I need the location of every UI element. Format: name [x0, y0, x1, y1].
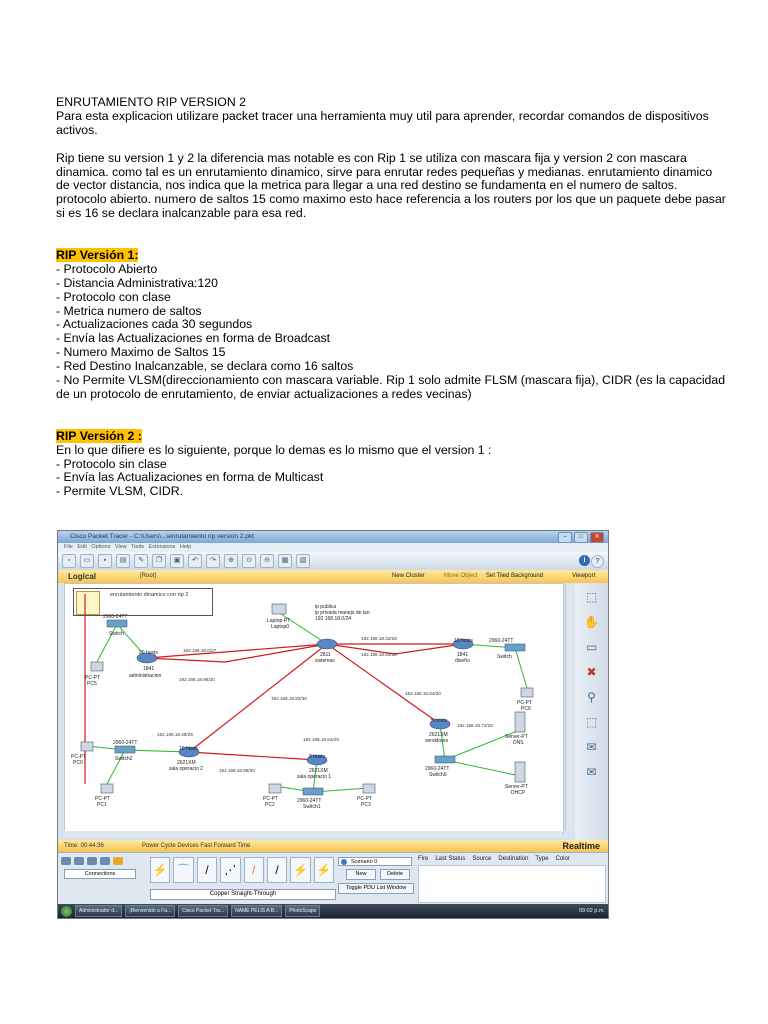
col-header: Type [535, 856, 549, 862]
device-label: PC-PT [357, 796, 372, 802]
device-label: Laptop0 [271, 624, 290, 630]
start-icon [61, 906, 72, 917]
device-categories [61, 857, 133, 897]
hand-icon: ✋ [584, 615, 599, 629]
wizard-icon: ✎ [134, 554, 148, 568]
device-label: 20 hosts [139, 650, 158, 656]
menu-bar: File Edit Options View Tools Extensions Help [58, 543, 608, 552]
phone-cable-icon: / [267, 857, 287, 883]
link-label: 192.168.18.48/28 [157, 732, 193, 737]
taskbar-item: PhotoScape [285, 905, 320, 917]
legend-line: ip publica [315, 604, 337, 610]
device-label: sala operacio 1 [297, 774, 331, 780]
doc-title: ENRUTAMIENTO RIP VERSION 2 [56, 95, 246, 109]
toolbar [58, 552, 608, 570]
toggle-pdu-button: Toggle PDU List Window [338, 883, 414, 894]
inspect-icon: ⚲ [587, 690, 596, 704]
device-label: Switch [497, 654, 512, 660]
taskbar-item: ¡Bienvenido a Fa... [125, 905, 175, 917]
col-header: Source [472, 856, 492, 862]
right-palette [575, 583, 608, 841]
link-label: 192.168.18.32/28 [361, 636, 397, 641]
v2-item: - Permite VLSM, CIDR. [56, 484, 184, 499]
scenario-select: Scenario 0 [338, 857, 412, 866]
col-header: Destination [498, 856, 529, 862]
rip-v2-heading: RIP Versión 2 : [56, 428, 142, 443]
serial-dte-icon: ⚡ [314, 857, 334, 883]
scenario-panel [338, 857, 414, 894]
console-cable-icon: ⌒ [173, 857, 193, 883]
taskbar-item: NAME PELIS A B... [231, 905, 282, 917]
device-label: 2960-24TT [113, 740, 138, 746]
complex-pdu-icon: ✉ [586, 765, 597, 779]
device-label: PC-PT [95, 796, 110, 802]
device-label: DHCP [511, 790, 526, 796]
device-label: 8 hosts [309, 754, 326, 760]
note-box: enrutamiento dinamico con rip 2 [73, 588, 213, 616]
pdu-table [418, 865, 606, 903]
device-label: 2621XM [177, 760, 196, 766]
pdu-table-header [418, 856, 570, 862]
zoom-reset-icon: ⊙ [242, 554, 256, 568]
delete-icon: ✖ [586, 665, 597, 679]
link-label: 192.168.18.0/27 [183, 648, 217, 653]
doc-paragraph: Rip tiene su version 1 y 2 la diferencia mas notable es con Rip 1 se utiliza con mascara fija y version 2 con mascara dinamica. como tal es un enrutamiento dinamico, sirve para enrutar redes pequeñas y medianas. enrutamiento dinamico de vector distancia, nos indica que la metrica para llegar a una red destino se fundamenta en el numero de saltos. protocolo abierto. numero de saltos 15 como maximo esto hace referencia a los routers por los que un paquete debe pasar si es 16 se declara inalcanzable para esa red. [56, 150, 726, 221]
device-label: Server-PT [505, 784, 528, 790]
copy-icon: ❐ [152, 554, 166, 568]
device-label: Switch2 [115, 756, 133, 762]
move-object: Move Object [444, 573, 478, 579]
legend-line: 192.168.18.0/24 [315, 616, 352, 622]
link-label: 192.168.18.92/30 [271, 696, 307, 701]
device-label: 2811 [320, 652, 331, 658]
zoom-in-icon: ⊕ [224, 554, 238, 568]
resize-icon: ⬚ [585, 715, 598, 729]
device-label: PC3 [361, 802, 371, 808]
device-label: 5 hosts [431, 718, 448, 724]
realtime-label: Realtime [562, 841, 600, 851]
topology-workspace [64, 583, 564, 833]
wireless-category-icon [100, 857, 110, 865]
straight-cable-icon: / [197, 857, 217, 883]
packet-tracer-screenshot [57, 530, 609, 919]
device-label: Switch [109, 631, 124, 637]
v1-item: - Protocolo Abierto [56, 261, 158, 276]
device-label: 2621XM [309, 768, 328, 774]
minimize-icon: – [558, 532, 572, 543]
router-category-icon [61, 857, 71, 865]
device-label: 2960-24TT [103, 614, 128, 620]
device-label: sala operacio 2 [169, 766, 203, 772]
maximize-icon: □ [574, 532, 588, 543]
new-button: New [346, 869, 376, 880]
link-label: 192.168.18.84/30 [405, 691, 441, 696]
viewport: Viewport [572, 573, 596, 579]
device-label: Server-PT [505, 734, 528, 740]
cable-types [150, 857, 334, 885]
custom-device-icon: ▧ [296, 554, 310, 568]
v2-item: - Envía las Actualizaciones en forma de Multicast [56, 470, 324, 485]
serial-dce-icon: ⚡ [290, 857, 310, 883]
col-header: Last Status [435, 856, 466, 862]
device-label: PC-PT [71, 754, 86, 760]
link-label: 192.168.18.88/30 [219, 768, 255, 773]
v2-intro: En lo que difiere es lo siguiente, porque lo demas es lo mismo que el version 1 : [56, 442, 492, 457]
device-label: PC-PT [263, 796, 278, 802]
link-label: 192.168.18.80/30 [361, 652, 397, 657]
device-label: 1841 [143, 666, 155, 672]
device-label: 1841 [457, 652, 469, 658]
bottom-panel [58, 852, 608, 904]
note-tool-icon: ▭ [585, 640, 598, 654]
zoom-out-icon: ⊖ [260, 554, 274, 568]
v2-item: - Protocolo sin clase [56, 456, 167, 471]
select-icon: ⬚ [585, 590, 598, 604]
close-icon: ✕ [590, 532, 604, 543]
window-title: Cisco Packet Tracer - C:\Users\...\enrutamiento rip version 2.pkt – □ ✕ [58, 531, 608, 543]
time-readout: Time: 00:44:36 [64, 843, 104, 849]
v1-item: - Numero Maximo de Saltos 15 [56, 345, 226, 360]
device-label: administracion [129, 673, 162, 679]
switch-category-icon [74, 857, 84, 865]
device-label: PC5 [87, 681, 97, 687]
print-icon: ▤ [116, 554, 130, 568]
document-page [56, 96, 726, 499]
device-label: PC6 [521, 706, 531, 712]
horizontal-scrollbar [64, 831, 562, 838]
new-file-icon: ▫ [62, 554, 76, 568]
connections-label: Connections [64, 869, 136, 879]
v1-item: - No Permite VLSM(direccionamiento con mascara variable. Rip 1 solo admite FLSM (mascara fija), CIDR (es la capacidad de un protocolo de enrutamiento, de enviar actualizaciones a redes vecinas) [56, 373, 726, 401]
device-label: 2960-24TT [425, 766, 450, 772]
v1-item: - Metrica numero de saltos [56, 303, 202, 318]
info-icon: i [579, 555, 590, 566]
device-label: 2960-24TT [297, 798, 322, 804]
power-cycle: Power Cycle Devices Fast Forward Time [142, 843, 251, 849]
v1-item: - Envía las Actualizaciones en forma de Broadcast [56, 331, 331, 346]
taskbar-clock: 09:02 p.m. [579, 908, 605, 914]
device-label: PC0 [73, 760, 83, 766]
device-label: servidores [425, 738, 449, 744]
vertical-scrollbar [565, 585, 574, 831]
device-label: Laptop-PT [267, 618, 291, 624]
v1-item: - Red Destino Inalcanzable, se declara como 16 saltos [56, 359, 354, 374]
delete-button: Delete [380, 869, 410, 880]
help-icon: ? [591, 555, 604, 568]
crossover-cable-icon: ⋰ [220, 857, 240, 883]
taskbar-item: Cisco Packet Tra... [178, 905, 228, 917]
taskbar-item: Administrador d... [75, 905, 122, 917]
col-header: Color [555, 856, 570, 862]
fiber-cable-icon: / [244, 857, 264, 883]
device-label: 10 hosts [179, 746, 198, 752]
doc-intro: Para esta explicacion utilizare packet tracer una herramienta muy util para aprender, recordar comandos de dispositivos activos. [56, 108, 709, 137]
save-icon: ▪ [98, 554, 112, 568]
link-label: 192.168.18.72/29 [457, 723, 493, 728]
undo-icon: ↶ [188, 554, 202, 568]
device-label: Switch0 [429, 772, 447, 778]
v1-item: - Protocolo con clase [56, 289, 171, 304]
status-bar [58, 840, 608, 852]
root-label: [Root] [140, 573, 157, 579]
device-label: PC2 [265, 802, 275, 808]
legend-line: ip privada manejo de lan [315, 610, 370, 616]
topology-diagram [65, 584, 563, 832]
device-label: 2960-24TT [489, 638, 514, 644]
device-label: diseño [455, 658, 470, 664]
device-label: PC-PT [517, 700, 532, 706]
device-label: Switch1 [303, 804, 321, 810]
device-label: sistemas [315, 658, 335, 664]
device-label: PC-PT [85, 675, 100, 681]
simple-pdu-icon: ✉ [586, 740, 597, 754]
col-header: Fire [418, 856, 429, 862]
link-label: 192.168.18.96/30 [179, 677, 215, 682]
windows-taskbar [58, 904, 608, 918]
device-label: PC1 [97, 802, 107, 808]
rip-v1-heading: RIP Versión 1: [56, 247, 139, 262]
device-label: 15 hosts [454, 638, 473, 644]
set-tiled-background: Set Tiled Background [486, 573, 544, 579]
new-cluster: New Cluster [392, 573, 425, 579]
hub-category-icon [87, 857, 97, 865]
connections-category-icon [113, 857, 123, 865]
redo-icon: ↷ [206, 554, 220, 568]
open-icon: ▭ [80, 554, 94, 568]
link-label: 192.168.18.64/29 [303, 737, 339, 742]
paste-icon: ▣ [170, 554, 184, 568]
device-label: 2621XM [429, 732, 448, 738]
v1-item: - Distancia Administrativa:120 [56, 275, 218, 290]
device-label: DNS [513, 740, 524, 746]
palette-icon: ▦ [278, 554, 292, 568]
cable-name: Copper Straight-Through [150, 889, 336, 900]
auto-cable-icon: ⚡ [150, 857, 170, 883]
logical-tab: Logical [68, 572, 97, 581]
v1-item: - Actualizaciones cada 30 segundos [56, 317, 253, 332]
logical-bar [58, 570, 608, 583]
